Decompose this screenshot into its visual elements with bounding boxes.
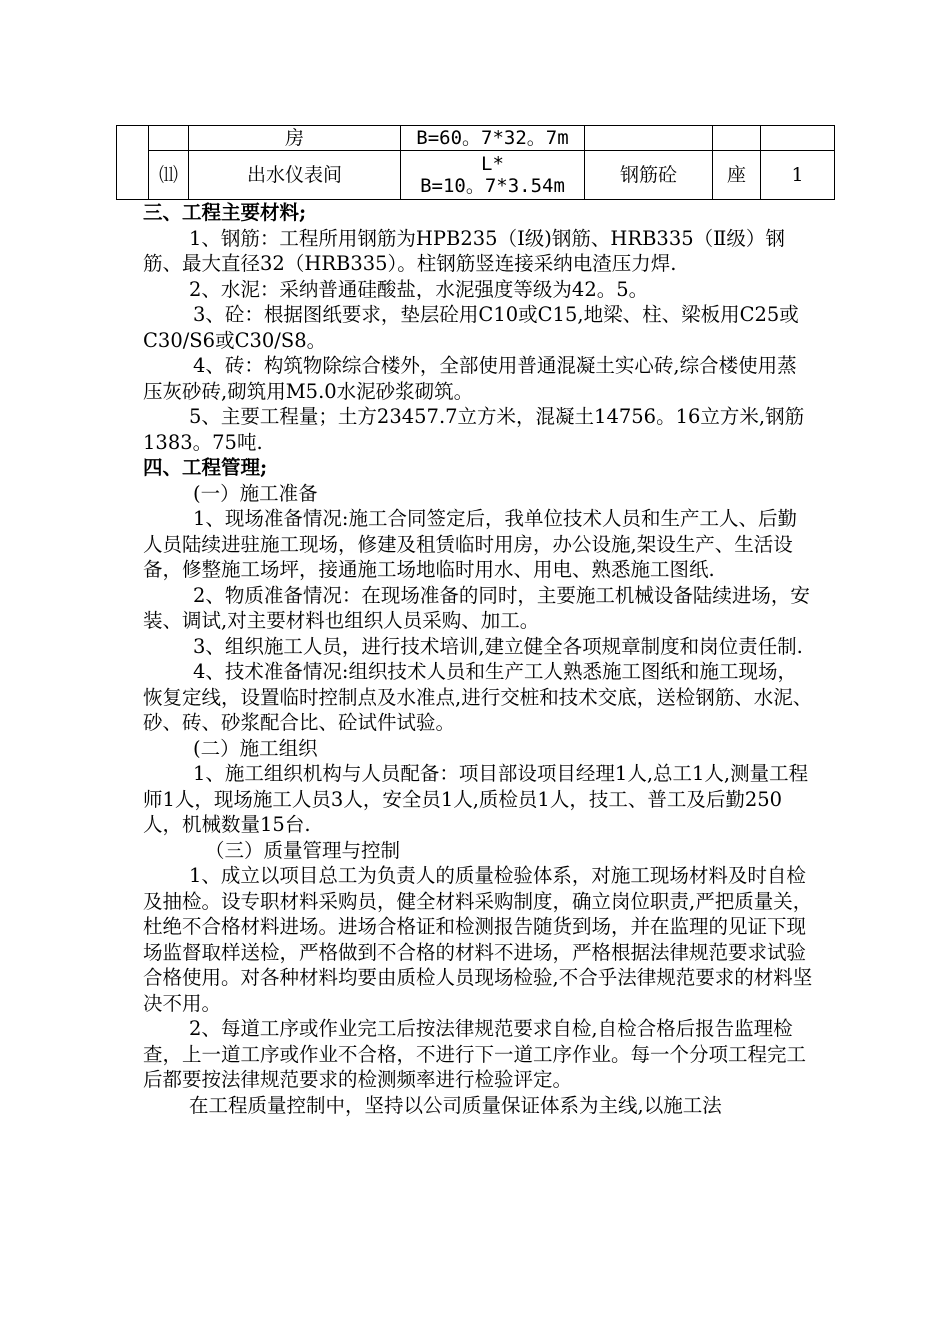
number-cell [149, 126, 189, 151]
paragraph: 5、主要工程量；土方23457.7立方米，混凝土14756。16立方米,钢筋1383。75吨. [143, 405, 805, 454]
body-text [143, 200, 815, 1118]
size-cell [401, 151, 585, 200]
unit-cell: 座 [713, 151, 761, 200]
table-row [117, 126, 835, 151]
paragraph: 4、砖：构筑物除综合楼外，全部使用普通混凝土实心砖,综合楼使用蒸压灰砂砖,砌筑用M5.0水泥砂浆砌筑。 [143, 354, 797, 403]
paragraph: 1、施工组织机构与人员配备：项目部设项目经理1人,总工1人,测量工程师1人，现场施工人员3人，安全员1人,质检员1人，技工、普工及后勤250人，机械数量15台. [143, 762, 809, 836]
size-line-2: B=10。7*3.54m [420, 175, 565, 197]
table-row [117, 151, 835, 200]
section-heading: 四、工程管理; [143, 456, 268, 479]
qty-cell: 1 [761, 151, 835, 200]
name-cell: 出水仪表间 [189, 151, 401, 200]
paragraph: 3、组织施工人员，进行技术培训,建立健全各项规章制度和岗位责任制. [193, 634, 803, 658]
paragraph: 3、砼：根据图纸要求，垫层砼用C10或C15,地梁、柱、梁板用C25或C30/S6或C30/S8。 [143, 303, 799, 352]
qty-cell [761, 126, 835, 151]
structure-cell: 钢筋砼 [585, 151, 713, 200]
paragraph: 1、现场准备情况:施工合同签定后，我单位技术人员和生产工人、后勤人员陆续进驻施工现场，修建及租赁临时用房，办公设施,架设生产、生活设备，修整施工场坪，接通施工场地临时用水、用电、熟悉施工图纸. [143, 507, 797, 581]
merged-cell [117, 126, 149, 200]
paragraph: 2、每道工序或作业完工后按法律规范要求自检,自检合格后报告监理检查，上一道工序或作业不合格，不进行下一道工序作业。每一个分项工程完工后都要按法律规范要求的检测频率进行检验评定。 [143, 1017, 807, 1091]
subsection-heading: (一）施工准备 [193, 481, 318, 505]
size-line-1: L* [481, 153, 504, 175]
paragraph: 1、成立以项目总工为负责人的质量检验体系，对施工现场材料及时自检及抽检。设专职材料采购员，健全材料采购制度，确立岗位职责,严把质量关，杜绝不合格材料进场。进场合格证和检测报告随货到场，并在监理的见证下现场监督取样送检，严格做到不合格的材料不进场，严格根据法律规范要求试验合格使用。对各种材料均要由质检人员现场检验,不合乎法律规范要求的材料坚决不用。 [143, 864, 813, 1015]
subsection-heading: (二）施工组织 [193, 736, 318, 760]
structure-cell [585, 126, 713, 151]
paragraph: 在工程质量控制中，坚持以公司质量保证体系为主线,以施工法 [189, 1093, 722, 1117]
paragraph: 4、技术准备情况:组织技术人员和生产工人熟悉施工图纸和施工现场，恢复定线，设置临时控制点及水准点,进行交桩和技术交底，送检钢筋、水泥、砂、砖、砂浆配合比、砼试件试验。 [143, 660, 813, 734]
number-cell: ⑾ [149, 151, 189, 200]
subsection-heading: （三）质量管理与控制 [205, 838, 401, 862]
name-cell: 房 [189, 126, 401, 151]
section-heading: 三、工程主要材料; [143, 201, 307, 224]
unit-cell [713, 126, 761, 151]
paragraph: 1、钢筋：工程所用钢筋为HPB235（Ⅰ级)钢筋、HRB335（Ⅱ级）钢筋、最大直径32（HRB335）。柱钢筋竖连接采纳电渣压力焊. [143, 226, 785, 275]
paragraph: 2、物质准备情况：在现场准备的同时，主要施工机械设备陆续进场，安装、调试,对主要材料也组织人员采购、加工。 [143, 583, 810, 632]
paragraph: 2、水泥：采纳普通硅酸盐，水泥强度等级为42。5。 [189, 277, 649, 301]
size-cell: B=60。7*32。7m [401, 126, 585, 151]
structures-table [116, 125, 835, 200]
